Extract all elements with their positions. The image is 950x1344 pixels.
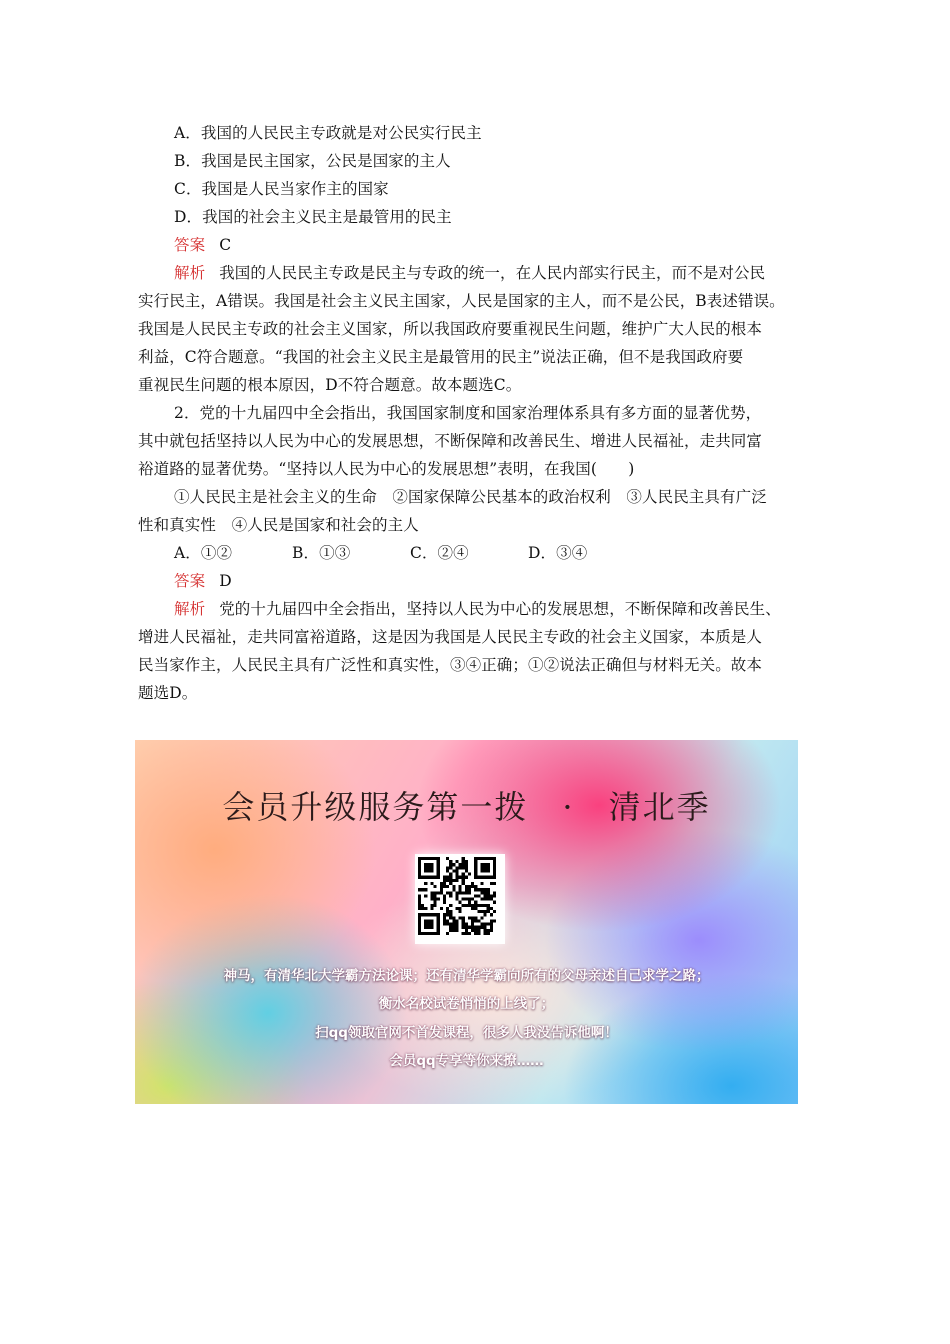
banner-title: 会员升级服务第一拨 · 清北季 — [222, 788, 711, 826]
q2-option-c: C．②④ — [410, 544, 469, 562]
q2-option-a: A．①② — [174, 544, 233, 562]
q2-stem-line-1: 2．党的十九届四中全会指出，我国国家制度和国家治理体系具有多方面的显著优势， — [174, 404, 762, 422]
qr-code-icon[interactable] — [415, 854, 505, 944]
q1-analysis-line-4: 利益，C符合题意。“我国的社会主义民主是最管用的民主”说法正确，但不是我国政府要 — [138, 348, 744, 366]
q2-analysis-line-1 — [174, 599, 854, 619]
promo-line-3: 扫qq领取官网不首发课程，很多人我没告诉他啊！ — [315, 1025, 618, 1041]
q1-analysis-line-1 — [174, 263, 854, 283]
analysis-label: 解析 — [174, 264, 206, 282]
q2-options-row — [174, 543, 854, 563]
q2-statement-line-2: 性和真实性 ④人民是国家和社会的主人 — [138, 516, 419, 534]
answer-label: 答案 — [174, 236, 206, 254]
q2-answer — [174, 571, 854, 591]
q1-option-b: B．我国是民主国家，公民是国家的主人 — [174, 152, 451, 170]
q2-analysis-line-3: 民当家作主，人民民主具有广泛性和真实性，③④正确；①②说法正确但与材料无关。故本 — [138, 656, 763, 674]
q2-analysis-line-2: 增进人民福祉，走共同富裕道路，这是因为我国是人民民主专政的社会主义国家，本质是人 — [138, 628, 763, 646]
q2-stem-line-2: 其中就包括坚持以人民为中心的发展思想，不断保障和改善民生、增进人民福祉，走共同富 — [138, 432, 763, 450]
promo-line-4: 会员qq专享等你来撩…… — [389, 1053, 544, 1069]
q1-analysis-line-5: 重视民生问题的根本原因，D不符合题意。故本题选C。 — [138, 376, 522, 394]
analysis-text: 党的十九届四中全会指出，坚持以人民为中心的发展思想，不断保障和改善民生、 — [219, 600, 781, 618]
q2-option-b: B．①③ — [292, 544, 351, 562]
q2-option-d: D．③④ — [528, 544, 588, 562]
q2-statement-line-1: ①人民民主是社会主义的生命 ②国家保障公民基本的政治权利 ③人民民主具有广泛 — [174, 488, 767, 506]
promo-banner[interactable] — [135, 740, 798, 1104]
q1-analysis-line-2: 实行民主，A错误。我国是社会主义民主国家，人民是国家的主人，而不是公民，B表述错误。 — [138, 292, 785, 310]
analysis-label: 解析 — [174, 600, 206, 618]
q1-option-c: C．我国是人民当家作主的国家 — [174, 180, 389, 198]
promo-line-1: 神马，有清华北大学霸方法论课；还有清华学霸向所有的父母亲述自己求学之路； — [223, 968, 710, 984]
q2-stem-line-3: 裕道路的显著优势。“坚持以人民为中心的发展思想”表明，在我国( ) — [138, 460, 635, 478]
analysis-text: 我国的人民民主专政是民主与专政的统一，在人民内部实行民主，而不是对公民 — [219, 264, 766, 282]
q1-answer — [174, 235, 854, 255]
q1-option-d: D．我国的社会主义民主是最管用的民主 — [174, 208, 452, 226]
answer-value: D — [219, 572, 232, 590]
promo-line-2: 衡水名校试卷悄悄的上线了； — [378, 996, 555, 1012]
qr-code-graphic — [418, 857, 496, 935]
q1-analysis-line-3: 我国是人民民主专政的社会主义国家，所以我国政府要重视民生问题，维护广大人民的根本 — [138, 320, 763, 338]
q1-option-a: A．我国的人民民主专政就是对公民实行民主 — [174, 124, 482, 142]
q2-analysis-line-4: 题选D。 — [138, 684, 198, 702]
answer-label: 答案 — [174, 572, 206, 590]
answer-value: C — [219, 236, 232, 254]
